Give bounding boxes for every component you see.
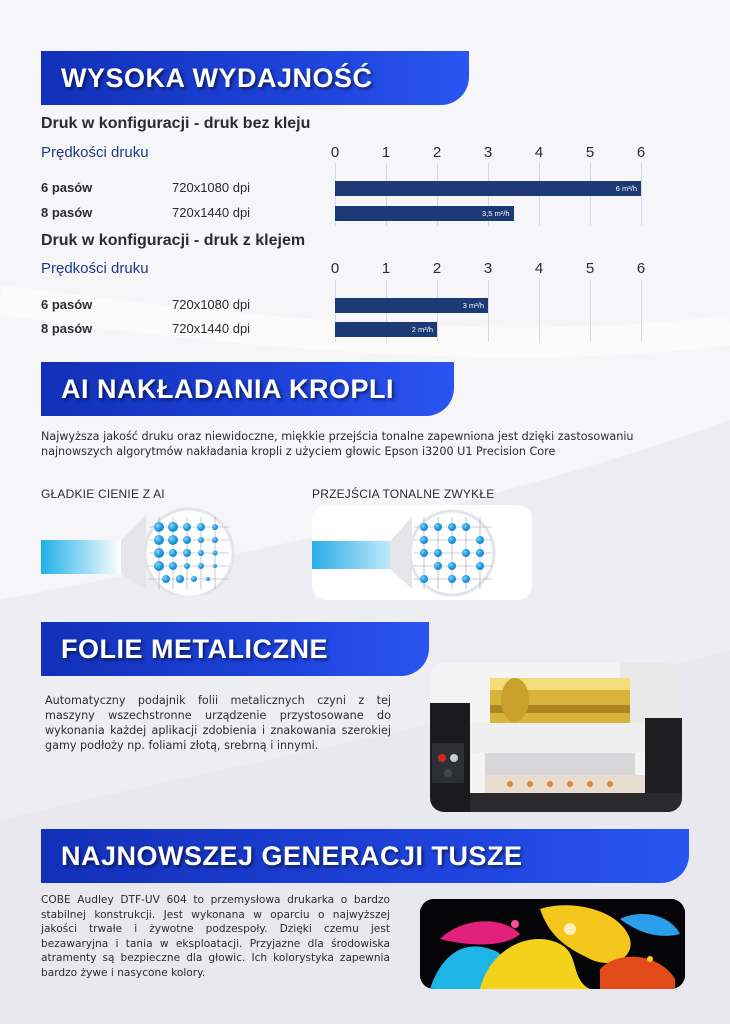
chart2-tick-0: 0 [330,260,340,277]
chart1-tick-6: 6 [636,144,646,161]
chart2-row1-dpi: 720x1080 dpi [172,297,251,312]
section-banner-performance [41,51,469,105]
chart2-row2-name: 8 pasów [41,321,93,336]
chart1-bar-8-passes [335,206,514,221]
chart2-row1-name: 6 pasów [41,297,93,312]
chart2-bar-6-passes [335,298,488,313]
chart2-bar-8-passes [335,322,437,337]
ink-description: COBE Audley DTF-UV 604 to przemysłowa drukarka o bardzo stabilnej konstrukcji. Jest wykonana w oparciu o najwyższej jakości trwałe i żywotne podzespoły. Dzięki czemu jest bezawaryjna i tania w eksploatacji. Przyjazne dla środowiska atramenty są bezpieczne dla głowic. Ich kolorystyka zapewnia bardzo żywe i nasycone kolory. [41,894,390,979]
chart1-bar2-label: 3,5 m²/h [481,209,510,218]
chart2-bar2-label: 2 m²/h [411,325,433,334]
ai-description: Najwyższa jakość druku oraz niewidoczne, miękkie przejścia tonalne zapewniona jest dzięki zastosowaniu najnowszych algorytmów nakładania kropli z użyciem głowic Epson i3200 U1 Precision Core [41,430,634,458]
chart2-tick-3: 3 [483,260,493,277]
chart1-tick-3: 3 [483,144,493,161]
foil-description: Automatyczny podajnik folii metalicznych czyni z tej maszyny wszechstronne urządzenie przystosowane do wykonania każdej aplikacji zdobienia i znakowania szerokiej gamy podłoży np. foliami złotą, srebrną i innymi. [45,694,391,752]
chart2-gridline [641,280,642,342]
chart2-title: Druk w konfiguracji - druk z klejem [41,232,306,249]
ai-smooth-caption: GŁADKIE CIENIE Z AI [41,487,165,501]
chart1-tick-5: 5 [585,144,595,161]
chart2-tick-5: 5 [585,260,595,277]
regular-dot-illustration [312,505,532,600]
chart1-row1-dpi: 720x1080 dpi [172,180,251,195]
chart2-tick-4: 4 [534,260,544,277]
chart1-row2-dpi: 720x1440 dpi [172,205,251,220]
ink-splash-image [420,899,685,989]
chart1-tick-1: 1 [381,144,391,161]
chart1-bar-6-passes [335,181,641,196]
chart1-bar1-label: 6 m²/h [615,184,637,193]
chart1-tick-4: 4 [534,144,544,161]
chart1-axis-label: Prędkości druku [41,144,149,161]
chart2-axis-label: Prędkości druku [41,260,149,277]
chart1-gridline [641,163,642,226]
chart1-row2-name: 8 pasów [41,205,93,220]
regular-transition-caption: PRZEJŚCIA TONALNE ZWYKŁE [312,487,495,501]
chart2-tick-1: 1 [381,260,391,277]
section-banner-new-inks [41,829,689,883]
chart2-gridline [590,280,591,342]
chart2-gridline [539,280,540,342]
ai-dot-illustration [41,505,286,595]
banner-title: NAJNOWSZEJ GENERACJI TUSZE [61,840,523,871]
chart1-tick-2: 2 [432,144,442,161]
chart1-title: Druk w konfiguracji - druk bez kleju [41,115,311,132]
chart2-bar1-label: 3 m²/h [462,301,484,310]
section-banner-ai-drops [41,362,454,416]
chart2-row2-dpi: 720x1440 dpi [172,321,251,336]
banner-title: FOLIE METALICZNE [61,633,328,664]
foil-machine-photo [430,663,682,812]
chart2-tick-6: 6 [636,260,646,277]
chart2-gridline [488,280,489,342]
chart1-row1-name: 6 pasów [41,180,93,195]
banner-title: AI NAKŁADANIA KROPLI [61,373,394,404]
section-banner-metallic-foils [41,622,429,676]
chart2-tick-2: 2 [432,260,442,277]
banner-title: WYSOKA WYDAJNOŚĆ [61,62,373,93]
chart1-tick-0: 0 [330,144,340,161]
